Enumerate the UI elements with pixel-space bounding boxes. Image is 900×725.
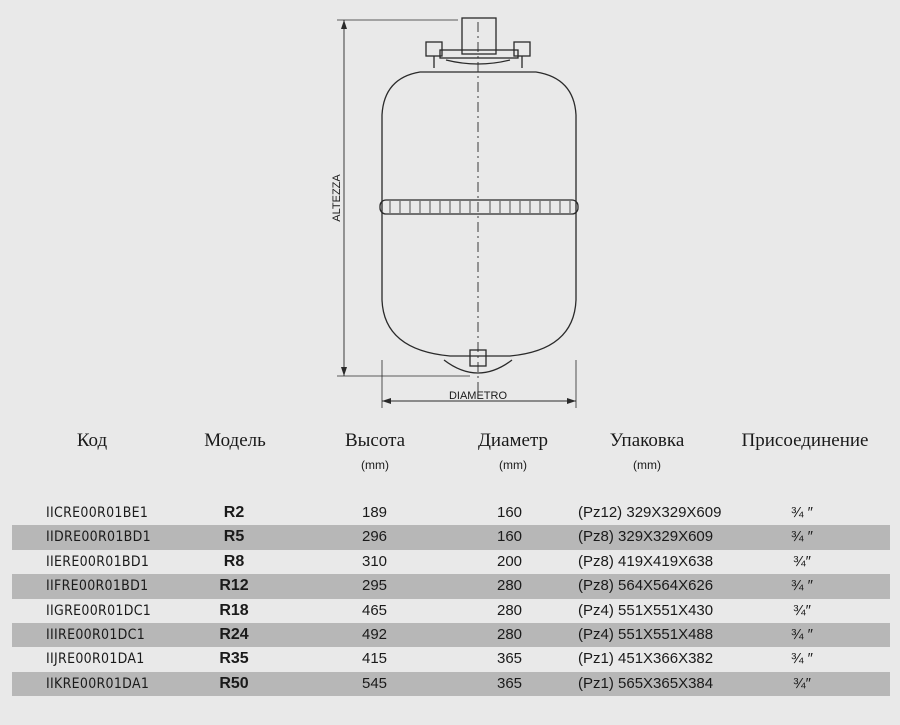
cell-packing: (Pz4) 551X551X488 [578,625,714,643]
cell-diameter: 280 [496,601,523,619]
table-row [12,647,890,671]
cell-model: R2 [223,504,245,521]
cell-diameter: 365 [496,650,523,668]
cell-packing: (Pz1) 565X365X384 [578,674,714,692]
header-height: Высота (mm) [335,430,415,472]
cell-connection: ¾ ″ [791,625,813,643]
cell-diameter: 160 [496,528,523,546]
right-bolt [514,42,530,56]
top-connector [462,18,496,54]
cell-height: 189 [361,504,388,521]
cell-packing: (Pz4) 551X551X430 [578,601,714,619]
cell-connection: ¾ ″ [791,504,813,521]
cell-model: R5 [223,528,245,546]
table-row [12,599,890,623]
cell-height: 465 [361,601,388,619]
cell-model: R24 [219,625,249,643]
cell-code: IIJRE00R01DA1 [46,651,145,668]
table-row [12,574,890,598]
header-code: Код [76,430,108,451]
cell-connection: ¾″ [793,601,811,619]
cell-height: 492 [361,625,388,643]
cell-height: 545 [361,674,388,692]
header-packing: Упаковка (mm) [597,430,697,472]
cell-diameter: 160 [496,504,523,521]
table-row [12,525,890,549]
cell-connection: ¾″ [793,674,811,692]
cell-packing: (Pz8) 419X419X638 [578,552,714,570]
header-height-unit: (mm) [361,458,389,472]
header-connection: Присоединение [741,430,869,451]
height-dimension-label: ALTEZZA [331,174,343,222]
header-diameter: Диаметр (mm) [468,430,558,472]
cell-packing: (Pz12) 329X329X609 [578,504,722,521]
cell-connection: ¾ ″ [791,577,813,595]
cell-connection: ¾ ″ [791,650,813,668]
table-row [12,672,890,696]
cell-diameter: 365 [496,674,523,692]
cell-connection: ¾″ [793,552,811,570]
header-model: Модель [204,430,266,451]
diameter-dimension-label: DIAMETRO [448,390,508,402]
product-table [12,501,890,696]
cell-code: IIFRE00R01BD1 [46,578,149,595]
cell-height: 296 [361,528,388,546]
cell-packing: (Pz8) 564X564X626 [578,577,714,595]
cell-diameter: 200 [496,552,523,570]
cell-packing: (Pz8) 329X329X609 [578,528,714,546]
table-row [12,623,890,647]
cell-model: R50 [219,674,249,692]
cell-model: R12 [219,577,249,595]
cell-model: R18 [219,601,249,619]
cell-height: 295 [361,577,388,595]
table-row [12,550,890,574]
cell-connection: ¾ ″ [791,528,813,546]
cell-code: IICRE00R01BE1 [46,505,149,521]
cell-height: 415 [361,650,388,668]
cell-code: IIGRE00R01DC1 [46,602,152,619]
cell-code: IIKRE00R01DA1 [46,675,150,692]
cell-code: IIDRE00R01BD1 [46,529,151,546]
cell-model: R8 [223,552,245,570]
cell-packing: (Pz1) 451X366X382 [578,650,714,668]
cell-code: IIIRE00R01DC1 [46,626,146,643]
cell-diameter: 280 [496,625,523,643]
cell-diameter: 280 [496,577,523,595]
table-row [12,501,890,525]
cell-code: IIERE00R01BD1 [46,553,150,570]
cell-model: R35 [219,650,249,668]
header-diameter-unit: (mm) [499,458,527,472]
header-packing-unit: (mm) [633,458,661,472]
cell-height: 310 [361,552,388,570]
